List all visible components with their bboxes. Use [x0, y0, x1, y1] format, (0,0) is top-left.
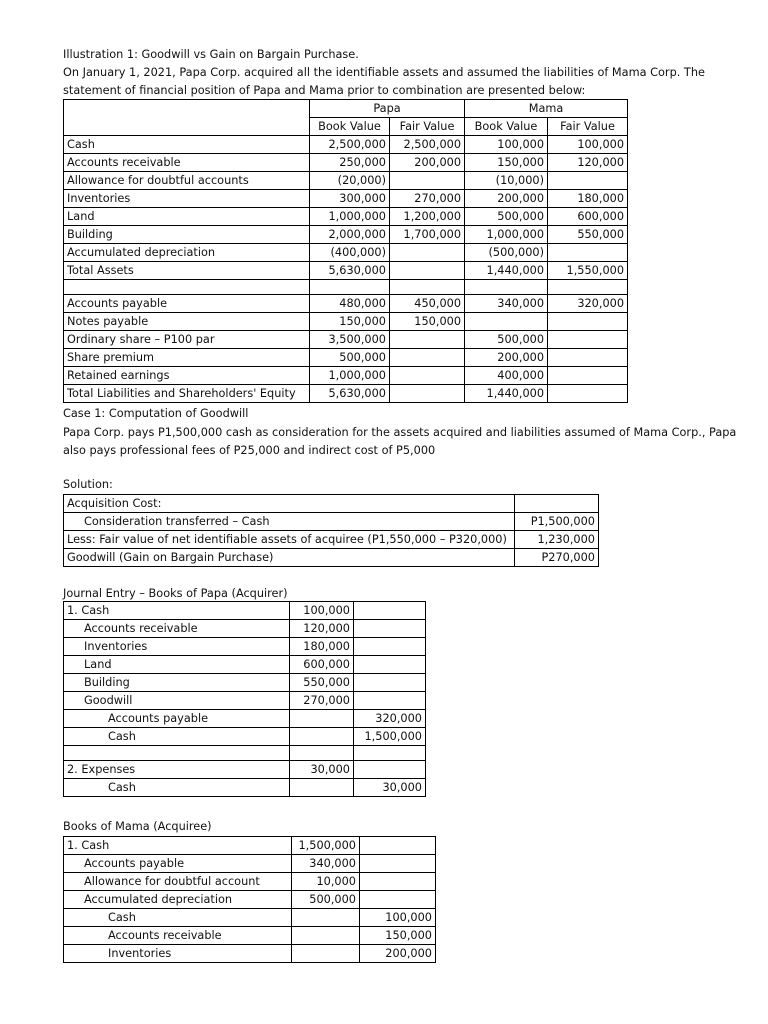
papa-fair-value: 200,000 [390, 154, 465, 172]
mama-fair-value [548, 385, 628, 403]
journal-account: Inventories [64, 945, 292, 963]
asset-rows [64, 136, 628, 280]
case1-title: Case 1: Computation of Goodwill [63, 407, 249, 420]
mama-book-value: 500,000 [465, 331, 548, 349]
journal-row [64, 761, 426, 779]
journal-account: Accumulated depreciation [64, 891, 292, 909]
debit-amount [292, 945, 360, 963]
mama-book-value [465, 313, 548, 331]
case1-line-1: Papa Corp. pays P1,500,000 cash as consideration for the assets acquired and liabilities assumed of Mama Corp., Papa [63, 426, 737, 439]
debit-amount: 550,000 [290, 674, 354, 692]
solution-label: Acquisition Cost: [64, 495, 515, 513]
je-mama-table [63, 836, 436, 963]
journal-row [64, 891, 436, 909]
sfp-row [64, 190, 628, 208]
debit-amount [292, 909, 360, 927]
mama-book-value: 200,000 [465, 190, 548, 208]
mama-fair-value [548, 313, 628, 331]
credit-amount [354, 692, 426, 710]
account-label: Allowance for doubtful accounts [64, 172, 310, 190]
debit-amount [290, 710, 354, 728]
sfp-group-header [64, 100, 628, 118]
journal-account: Accounts payable [64, 855, 292, 873]
sfp-row [64, 226, 628, 244]
journal-account: Allowance for doubtful account [64, 873, 292, 891]
intro-line-2: statement of financial position of Papa and Mama prior to combination are presented below: [63, 84, 586, 97]
mama-fair-value [548, 331, 628, 349]
debit-amount: 500,000 [292, 891, 360, 909]
mama-book-value: 1,000,000 [465, 226, 548, 244]
journal-row [64, 674, 426, 692]
debit-amount: 30,000 [290, 761, 354, 779]
journal-row [64, 873, 436, 891]
journal-account: Accounts receivable [64, 927, 292, 945]
account-label: Notes payable [64, 313, 310, 331]
je-mama-heading: Books of Mama (Acquiree) [63, 820, 212, 833]
papa-fair-value: 450,000 [390, 295, 465, 313]
solution-amount: 1,230,000 [515, 531, 599, 549]
mama-fair-value: 180,000 [548, 190, 628, 208]
credit-amount [354, 656, 426, 674]
mama-fair-value [548, 172, 628, 190]
papa-book-value: 2,500,000 [310, 136, 390, 154]
sfp-blank-cell [64, 100, 310, 118]
credit-amount: 1,500,000 [354, 728, 426, 746]
account-label: Building [64, 226, 310, 244]
account-label: Inventories [64, 190, 310, 208]
mama-fair-value: 1,550,000 [548, 262, 628, 280]
liability-rows [64, 295, 628, 403]
mama-book-value: 200,000 [465, 349, 548, 367]
journal-account: Cash [64, 779, 290, 797]
solution-row [64, 513, 599, 531]
papa-fair-value: 1,700,000 [390, 226, 465, 244]
solution-amount: P270,000 [515, 549, 599, 567]
journal-row [64, 656, 426, 674]
papa-fair-value [390, 262, 465, 280]
debit-amount: 1,500,000 [292, 837, 360, 855]
journal-account: Land [64, 656, 290, 674]
journal-account: Cash [64, 728, 290, 746]
credit-amount: 100,000 [360, 909, 436, 927]
journal-account: 1. Cash [64, 837, 292, 855]
papa-book-value: 150,000 [310, 313, 390, 331]
journal-row [64, 602, 426, 620]
sfp-table [63, 99, 628, 403]
mama-book-value: 500,000 [465, 208, 548, 226]
sfp-row [64, 331, 628, 349]
sfp-blank-cell [64, 118, 310, 136]
credit-amount [354, 602, 426, 620]
papa-book-value: 5,630,000 [310, 385, 390, 403]
journal-account: Cash [64, 909, 292, 927]
solution-label: Goodwill (Gain on Bargain Purchase) [64, 549, 515, 567]
journal-row [64, 728, 426, 746]
papa-fair-value [390, 385, 465, 403]
sfp-row [64, 313, 628, 331]
sfp-row [64, 172, 628, 190]
papa-fair-value [390, 367, 465, 385]
mama-fair-value [548, 244, 628, 262]
papa-book-value: 2,000,000 [310, 226, 390, 244]
account-label: Accumulated depreciation [64, 244, 310, 262]
debit-amount: 180,000 [290, 638, 354, 656]
papa-book-value-header: Book Value [310, 118, 390, 136]
sfp-row [64, 136, 628, 154]
mama-book-value: 400,000 [465, 367, 548, 385]
papa-book-value: 480,000 [310, 295, 390, 313]
credit-amount [354, 761, 426, 779]
papa-book-value: (20,000) [310, 172, 390, 190]
papa-fair-value [390, 172, 465, 190]
credit-amount: 320,000 [354, 710, 426, 728]
sfp-row [64, 385, 628, 403]
credit-amount [360, 873, 436, 891]
credit-amount [360, 837, 436, 855]
papa-book-value: 250,000 [310, 154, 390, 172]
sfp-column-header [64, 118, 628, 136]
mama-book-value-header: Book Value [465, 118, 548, 136]
case1-line-2: also pays professional fees of P25,000 and indirect cost of P5,000 [63, 444, 436, 457]
solution-table [63, 494, 599, 567]
sfp-row [64, 244, 628, 262]
papa-fair-value-header: Fair Value [390, 118, 465, 136]
journal-row [64, 620, 426, 638]
credit-amount [354, 620, 426, 638]
debit-amount [290, 779, 354, 797]
papa-book-value: 500,000 [310, 349, 390, 367]
journal-row [64, 945, 436, 963]
papa-book-value: 300,000 [310, 190, 390, 208]
mama-fair-value: 550,000 [548, 226, 628, 244]
account-label: Total Liabilities and Shareholders' Equity [64, 385, 310, 403]
papa-fair-value [390, 331, 465, 349]
papa-book-value: 5,630,000 [310, 262, 390, 280]
mama-book-value: 1,440,000 [465, 385, 548, 403]
debit-amount: 600,000 [290, 656, 354, 674]
debit-amount: 270,000 [290, 692, 354, 710]
sfp-row [64, 262, 628, 280]
mama-fair-value [548, 367, 628, 385]
papa-fair-value [390, 244, 465, 262]
journal-account: Inventories [64, 638, 290, 656]
credit-amount [360, 855, 436, 873]
debit-amount [292, 927, 360, 945]
solution-row [64, 495, 599, 513]
mama-book-value: 340,000 [465, 295, 548, 313]
mama-fair-value: 600,000 [548, 208, 628, 226]
journal-account: Accounts payable [64, 710, 290, 728]
sfp-row [64, 349, 628, 367]
mama-fair-value: 320,000 [548, 295, 628, 313]
journal-row [64, 638, 426, 656]
journal-row [64, 692, 426, 710]
papa-book-value: 3,500,000 [310, 331, 390, 349]
account-label: Cash [64, 136, 310, 154]
debit-amount [290, 728, 354, 746]
papa-fair-value [390, 349, 465, 367]
je-papa-heading: Journal Entry – Books of Papa (Acquirer) [63, 587, 288, 600]
journal-row [64, 927, 436, 945]
papa-book-value: (400,000) [310, 244, 390, 262]
sfp-row [64, 154, 628, 172]
journal-account: Goodwill [64, 692, 290, 710]
journal-row [64, 710, 426, 728]
account-label: Retained earnings [64, 367, 310, 385]
group-papa: Papa [310, 100, 465, 118]
account-label: Accounts receivable [64, 154, 310, 172]
illustration-title: Illustration 1: Goodwill vs Gain on Bargain Purchase. [63, 48, 359, 61]
mama-fair-value-header: Fair Value [548, 118, 628, 136]
credit-amount: 30,000 [354, 779, 426, 797]
account-label: Land [64, 208, 310, 226]
papa-fair-value: 2,500,000 [390, 136, 465, 154]
sfp-row [64, 208, 628, 226]
solution-label: Consideration transferred – Cash [64, 513, 515, 531]
debit-amount: 340,000 [292, 855, 360, 873]
journal-account: 2. Expenses [64, 761, 290, 779]
account-label: Ordinary share – P100 par [64, 331, 310, 349]
credit-amount [360, 891, 436, 909]
papa-book-value: 1,000,000 [310, 367, 390, 385]
mama-book-value: 100,000 [465, 136, 548, 154]
journal-spacer-row [64, 746, 426, 761]
solution-row [64, 531, 599, 549]
mama-fair-value: 120,000 [548, 154, 628, 172]
sfp-row [64, 367, 628, 385]
journal-account: Building [64, 674, 290, 692]
solution-row [64, 549, 599, 567]
credit-amount [354, 638, 426, 656]
solution-label: Less: Fair value of net identifiable assets of acquiree (P1,550,000 – P320,000) [64, 531, 515, 549]
journal-account: Accounts receivable [64, 620, 290, 638]
sfp-spacer-row [64, 280, 628, 295]
intro-line-1: On January 1, 2021, Papa Corp. acquired all the identifiable assets and assumed the liabilities of Mama Corp. The [63, 66, 705, 79]
papa-book-value: 1,000,000 [310, 208, 390, 226]
debit-amount: 120,000 [290, 620, 354, 638]
group-mama: Mama [465, 100, 628, 118]
mama-fair-value: 100,000 [548, 136, 628, 154]
sfp-row [64, 295, 628, 313]
account-label: Accounts payable [64, 295, 310, 313]
mama-fair-value [548, 349, 628, 367]
debit-amount: 10,000 [292, 873, 360, 891]
je-papa-table [63, 601, 426, 797]
journal-row [64, 837, 436, 855]
account-label: Total Assets [64, 262, 310, 280]
journal-account: 1. Cash [64, 602, 290, 620]
mama-book-value: (500,000) [465, 244, 548, 262]
account-label: Share premium [64, 349, 310, 367]
debit-amount: 100,000 [290, 602, 354, 620]
papa-fair-value: 150,000 [390, 313, 465, 331]
journal-row [64, 779, 426, 797]
solution-heading: Solution: [63, 478, 113, 491]
mama-book-value: 1,440,000 [465, 262, 548, 280]
journal-row [64, 909, 436, 927]
credit-amount: 150,000 [360, 927, 436, 945]
solution-amount [515, 495, 599, 513]
solution-amount: P1,500,000 [515, 513, 599, 531]
credit-amount: 200,000 [360, 945, 436, 963]
journal-row [64, 855, 436, 873]
mama-book-value: 150,000 [465, 154, 548, 172]
papa-fair-value: 270,000 [390, 190, 465, 208]
papa-fair-value: 1,200,000 [390, 208, 465, 226]
credit-amount [354, 674, 426, 692]
mama-book-value: (10,000) [465, 172, 548, 190]
